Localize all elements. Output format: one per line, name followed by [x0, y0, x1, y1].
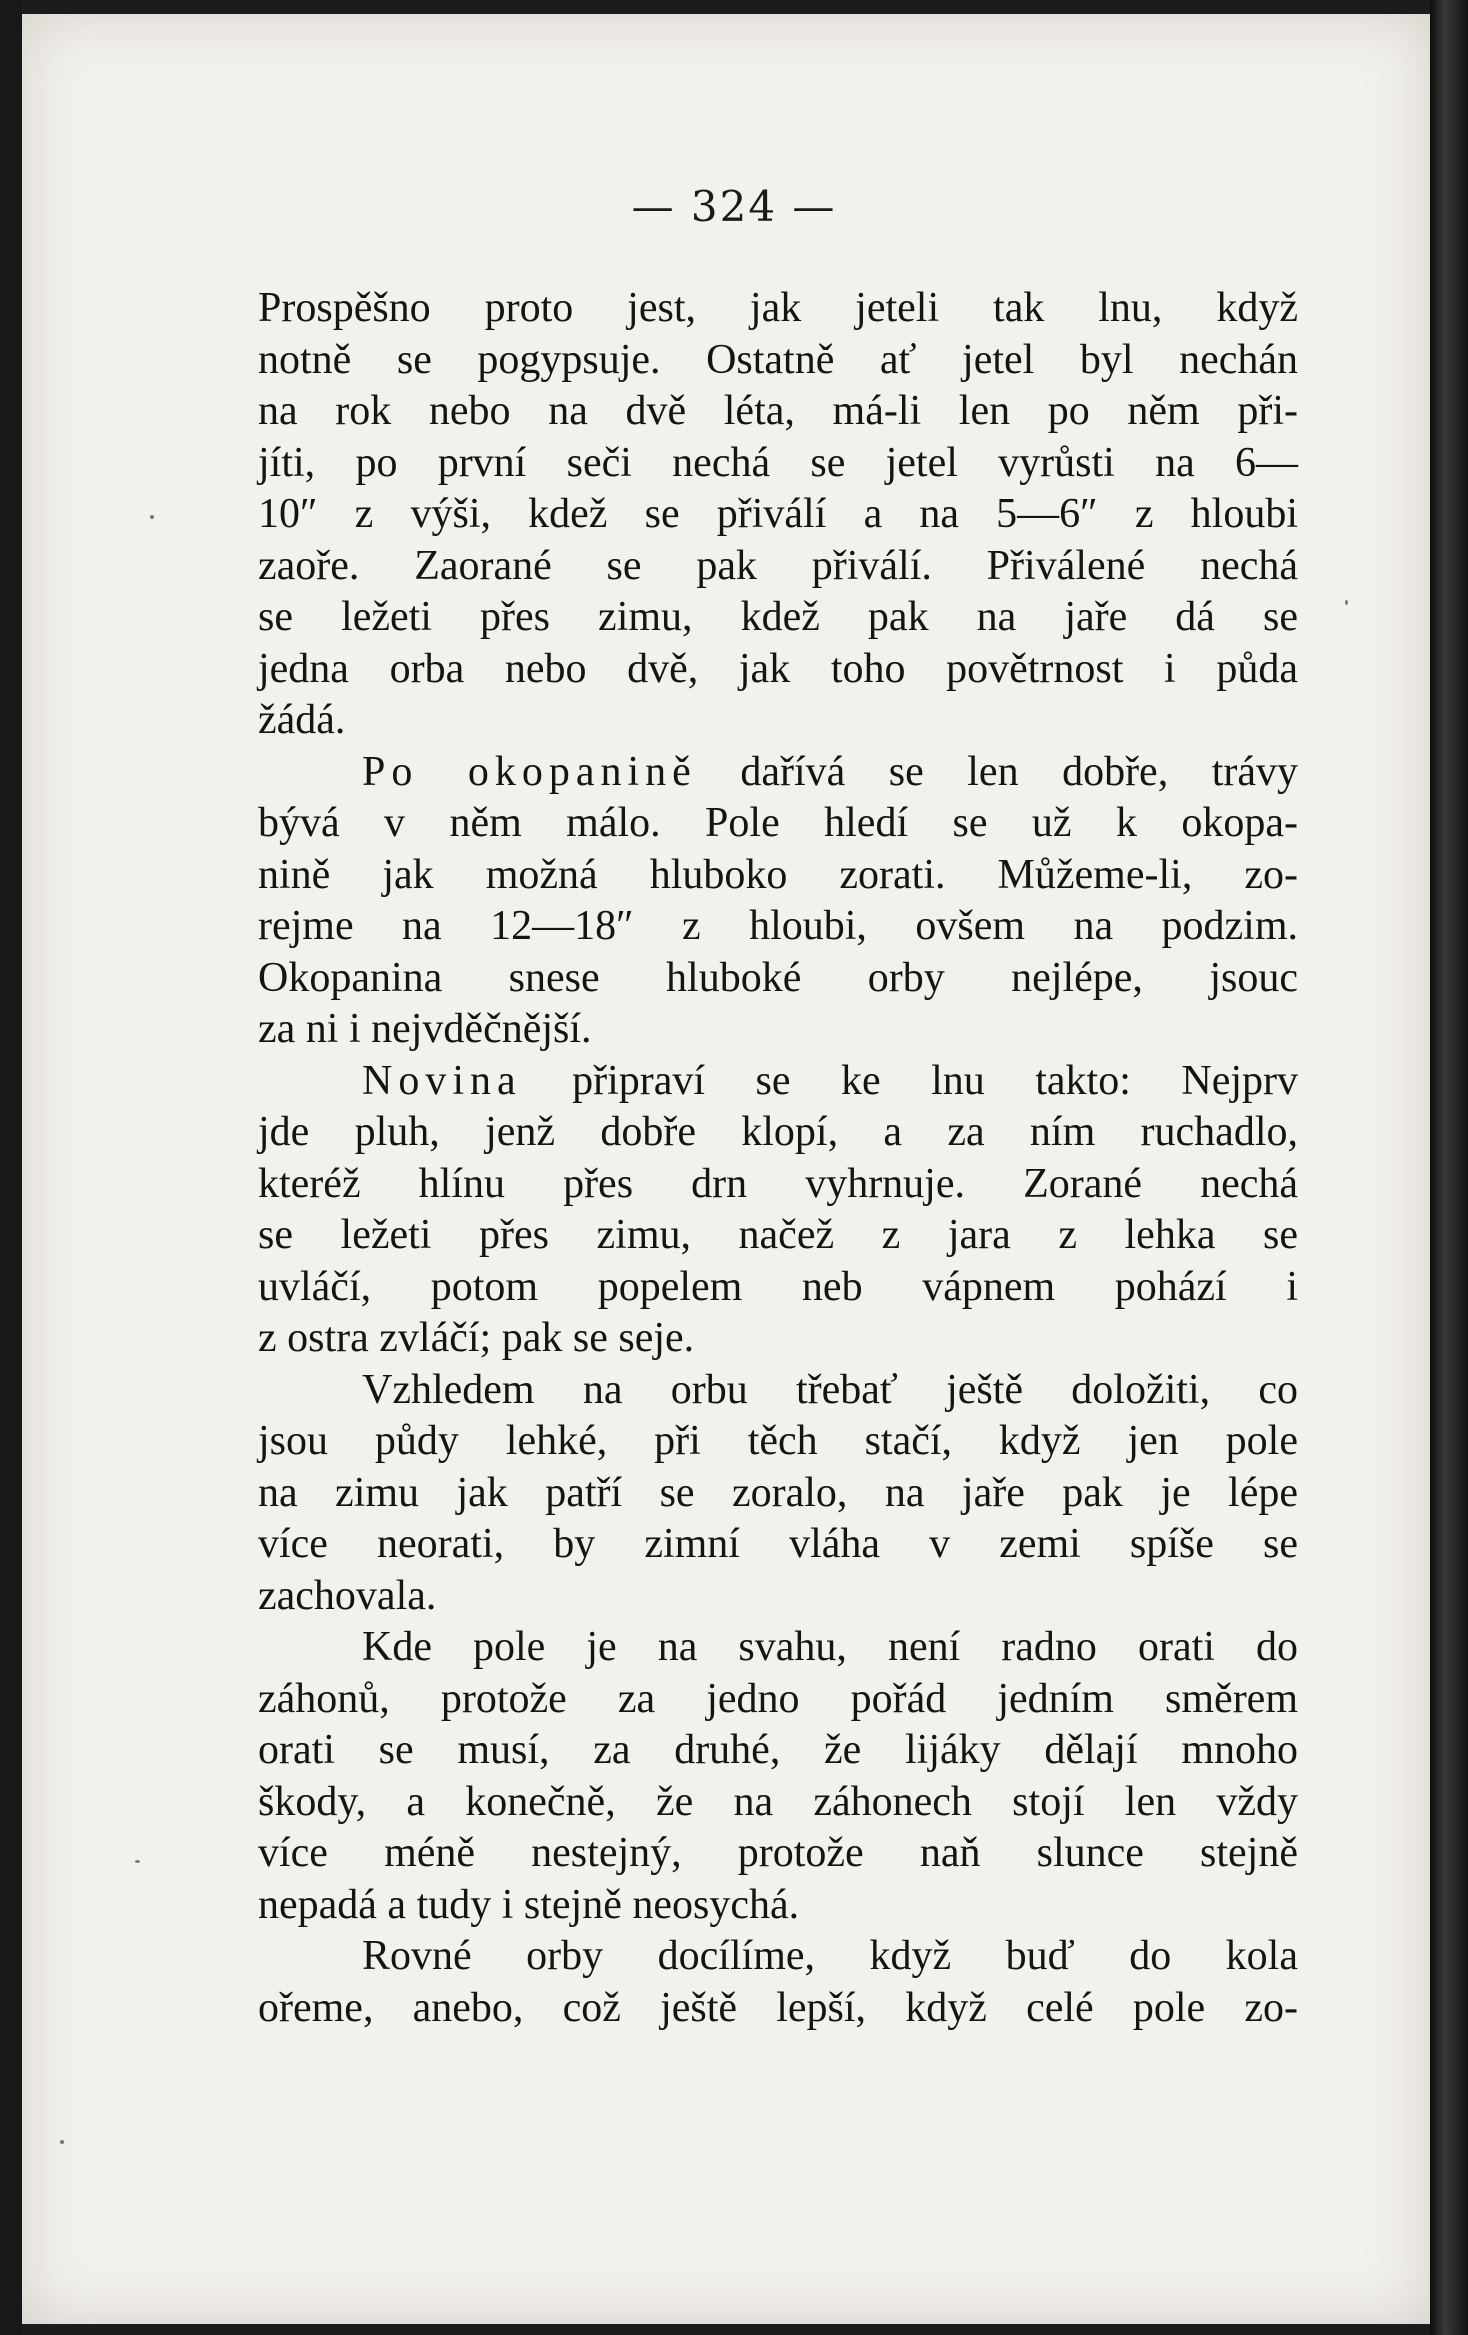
paper-speck: [60, 2140, 64, 2144]
text-line: žádá.: [258, 697, 346, 743]
scan-left-edge: [0, 0, 22, 2335]
text-line: se ležeti přes zimu, načež z jara z lehka se: [258, 1212, 1298, 1258]
text-line: jsou půdy lehké, při těch stačí, když jen pole: [258, 1418, 1298, 1464]
text-fragment: dařívá se len dobře, trávy: [696, 748, 1299, 795]
text-line: více neorati, by zimní vláha v zemi spíše se: [258, 1521, 1298, 1567]
text-line: se ležeti přes zimu, kdež pak na jaře dá se: [258, 594, 1298, 640]
text-fragment: připraví se ke lnu takto: Nejprv: [521, 1057, 1298, 1104]
text-line: kteréž hlínu přes drn vyhrnuje. Zorané nechá: [258, 1160, 1298, 1207]
text-line: nepadá a tudy i stejně neosychá.: [258, 1881, 800, 1928]
scan-right-edge: [1430, 0, 1468, 2335]
text-line: na zimu jak patří se zoralo, na jaře pak je lépe: [258, 1469, 1298, 1516]
text-line: Kde pole je na svahu, není radno orati do: [362, 1624, 1298, 1670]
text-line: zaoře. Zaorané se pak přiválí. Přiválené nechá: [258, 542, 1298, 589]
text-line: jde pluh, jenž dobře klopí, a za ním ruchadlo,: [258, 1109, 1298, 1155]
text-line: za ni i nejvděčnější.: [258, 1006, 592, 1052]
text-line: [258, 747, 1298, 799]
paper-speck: [150, 515, 154, 519]
text-line: [258, 1056, 1298, 1108]
text-line: zachovala.: [258, 1572, 437, 1619]
text-line: orati se musí, za druhé, že lijáky dělají mnoho: [258, 1727, 1298, 1773]
text-line: bývá v něm málo. Pole hledí se už k okopa-: [258, 800, 1298, 846]
text-line: záhonů, protože za jedno pořád jedním směrem: [258, 1675, 1298, 1722]
text-line: ořeme, anebo, což ještě lepší, když celé pole zo-: [258, 1984, 1298, 2031]
text-line: jíti, po první seči nechá se jetel vyrůsti na 6—: [258, 439, 1298, 486]
spaced-term: Po okopanině: [362, 748, 697, 795]
paper-speck: [135, 1860, 140, 1863]
text-line: na rok nebo na dvě léta, má-li len po něm při-: [258, 388, 1298, 434]
text-line: škody, a konečně, že na záhonech stojí len vždy: [258, 1778, 1298, 1825]
text-line: z ostra zvláčí; pak se seje.: [258, 1315, 695, 1361]
text-line: více méně nestejný, protože naň slunce stejně: [258, 1830, 1298, 1876]
text-line: Okopanina snese hluboké orby nejlépe, jsouc: [258, 954, 1298, 1001]
text-line: Prospěšno proto jest, jak jeteli tak lnu, když: [258, 285, 1298, 331]
text-line: notně se pogypsuje. Ostatně ať jetel byl nechán: [258, 336, 1298, 383]
text-line: nině jak možná hluboko zorati. Můžeme-li, zo-: [258, 851, 1298, 898]
text-line: jedna orba nebo dvě, jak toho povětrnost i půda: [258, 645, 1298, 692]
spaced-term: Novina: [362, 1057, 522, 1104]
page-body: [258, 283, 1298, 2034]
text-line: Rovné orby docílíme, když buď do kola: [362, 1933, 1298, 1979]
text-line: rejme na 12—18″ z hloubi, ovšem na podzim.: [258, 903, 1298, 949]
page-number: — 324 —: [631, 182, 837, 231]
paper-speck: [1345, 600, 1348, 605]
text-line: 10″ z výši, kdež se přiválí a na 5—6″ z hloubi: [258, 491, 1298, 537]
text-line: uvláčí, potom popelem neb vápnem pohází i: [258, 1263, 1298, 1310]
text-line: Vzhledem na orbu třebať ještě doložiti, co: [362, 1366, 1298, 1413]
